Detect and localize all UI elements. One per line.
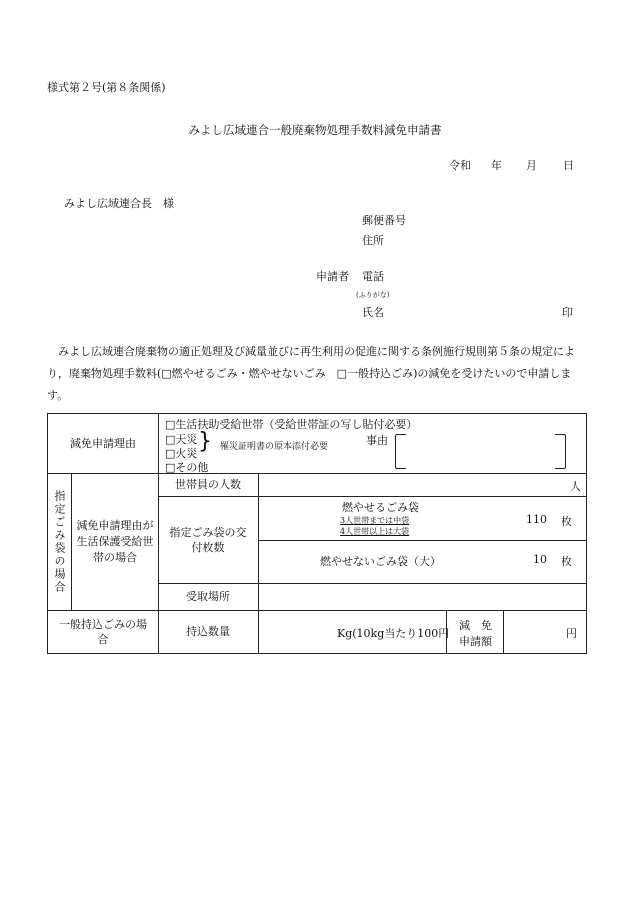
other-checkbox[interactable]: □その他	[165, 461, 209, 474]
bag-count-label: 指定ごみ袋の交付枚数	[169, 525, 247, 554]
carry-amount-unit: Kg(10kg当たり100円	[337, 627, 450, 640]
name-label: 氏名	[362, 306, 384, 319]
reason-field-label: 事由	[366, 434, 388, 447]
furigana-label: (ふりがな)	[356, 291, 390, 299]
carry-amount-label: 持込数量	[186, 625, 230, 638]
exemption-label-1: 減 免	[459, 619, 492, 632]
pickup-location-label: 受取場所	[186, 590, 230, 603]
designated-bag-case-label: 指定ごみ袋の場合	[53, 489, 66, 594]
disaster-note: 罹災証明書の原本添付必要	[220, 442, 329, 452]
pickup-location-input[interactable]	[262, 586, 582, 608]
burnable-note-2: 4人世帯以上は大袋	[340, 527, 410, 536]
addressee: みよし広域連合長 様	[64, 197, 174, 210]
burnable-count: 110	[526, 513, 547, 526]
seal-mark: 印	[562, 306, 573, 319]
nonburnable-count: 10	[533, 553, 547, 566]
reason-bracket-right	[555, 434, 566, 469]
yen-unit: 円	[566, 627, 577, 640]
burnable-unit: 枚	[561, 515, 572, 528]
date-year: 年	[491, 159, 502, 172]
general-carry-label: 一般持込ごみの場合	[59, 617, 147, 646]
form-number: 様式第２号(第８条関係)	[47, 81, 166, 94]
natural-disaster-checkbox[interactable]: □天災	[165, 433, 198, 446]
date-day: 日	[563, 159, 574, 172]
applicant-label: 申請者	[316, 270, 349, 283]
form-title: みよし広域連合一般廃棄物処理手数料減免申請書	[188, 123, 442, 137]
exemption-label-2: 申請額	[459, 635, 492, 648]
welfare-household-label: 減免申請理由が生活保護受給世帯の場合	[76, 518, 154, 564]
household-count-unit: 人	[570, 480, 581, 493]
nonburnable-bag-label: 燃やせないごみ袋（大）	[320, 555, 441, 568]
reason-input-area[interactable]	[408, 436, 553, 466]
address-label: 住所	[362, 234, 384, 247]
phone-label: 電話	[362, 270, 384, 283]
reason-bracket-left	[395, 434, 406, 469]
brace-icon: }	[198, 429, 212, 454]
postal-code-label: 郵便番号	[362, 214, 406, 227]
request-paragraph: みよし広域連合廃棄物の適正処理及び減量並びに再生利用の促進に関する条例施行規則第５条の規定により，廃棄物処理手数料(□燃やせるごみ・燃やせないごみ □一般持込ごみ)の減免を受けたいので申請します。	[47, 345, 575, 402]
household-count-label: 世帯員の人数	[175, 478, 241, 491]
reason-label: 減免申請理由	[70, 437, 136, 450]
date-month: 月	[526, 159, 537, 172]
welfare-checkbox-option[interactable]: □生活扶助受給世帯（受給世帯証の写し貼付必要）	[165, 418, 418, 431]
date-era: 令和	[449, 159, 471, 172]
nonburnable-unit: 枚	[561, 555, 572, 568]
exemption-table	[47, 413, 587, 654]
burnable-bag-label: 燃やせるごみ袋	[342, 501, 419, 514]
burnable-note-1: 3人世帯までは中袋	[340, 516, 410, 525]
fire-disaster-checkbox[interactable]: □火災	[165, 447, 198, 460]
